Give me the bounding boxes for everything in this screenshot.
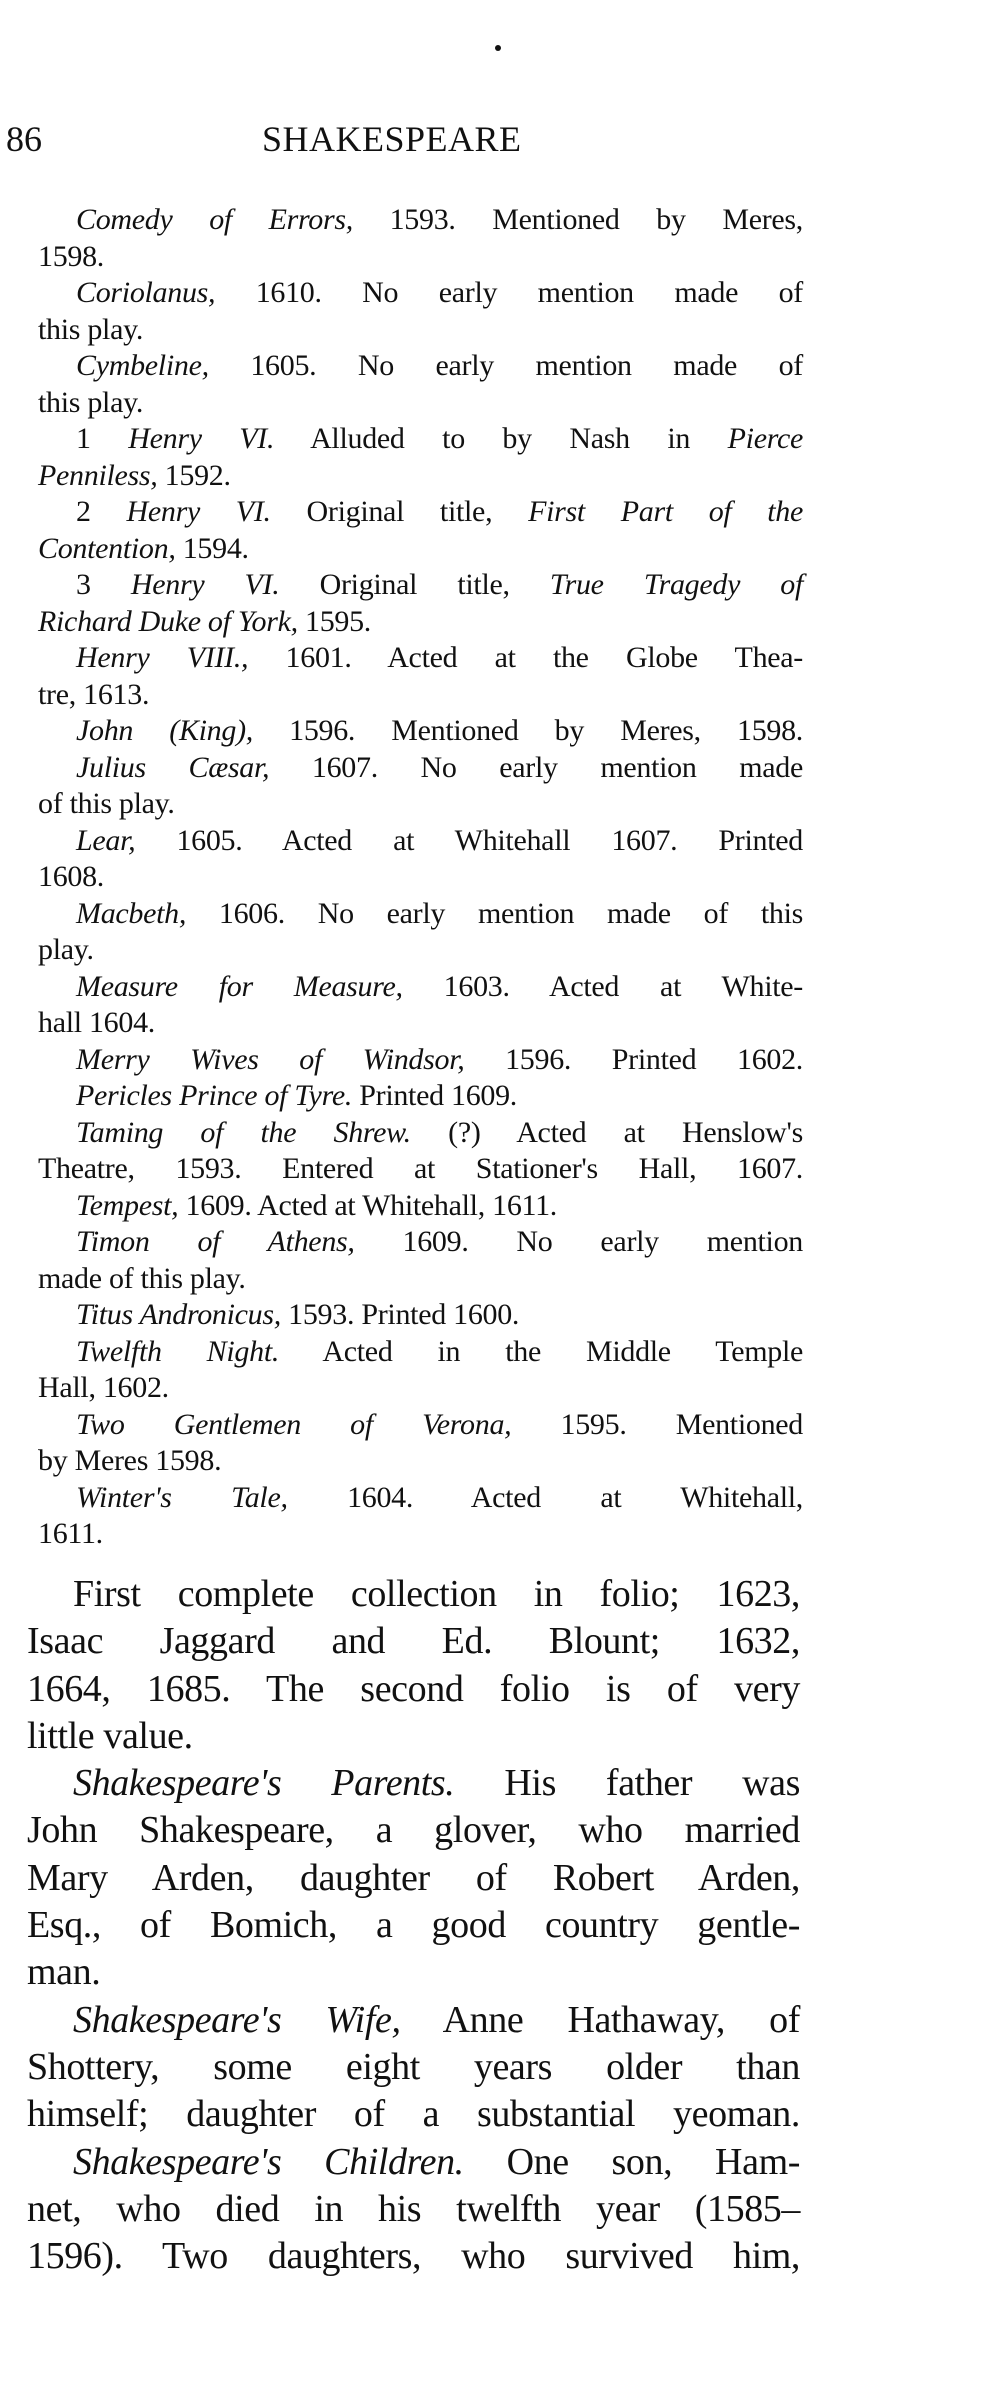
paragraph-line [27,1855,800,1902]
italic-title: Contention, [38,531,176,565]
italic-title: Taming of the Shrew. [76,1115,411,1149]
italic-title: Henry VI. [130,568,280,601]
italic-title: Cymbeline, [76,349,209,382]
text-run: 1609. Acted at Whitehall, 1611. [178,1188,558,1222]
text-run: 1609. No early mention [354,1225,803,1258]
play-entry-line [38,896,803,933]
italic-title: Henry VI. [128,422,275,455]
text-run: 1607. No early mention made [269,750,803,784]
paragraph-line [27,2139,800,2186]
italic-title: Two Gentlemen of Verona, [76,1407,512,1441]
play-entry-line [38,202,803,239]
text-run: Hall, 1602. [38,1371,169,1404]
text-run: man. [27,1951,101,1994]
page-number: 86 [6,119,42,159]
text-run: 1664, 1685. The second folio is of very [27,1667,800,1710]
text-run: net, who died in his twelfth year (1585– [27,2187,800,2230]
text-run: Original title, [270,495,529,528]
text-run: First complete collection in folio; 1623, [73,1573,800,1615]
italic-title: Lear, [76,823,136,857]
text-run: 1595. Mentioned [511,1407,803,1441]
text-run: 1603. Acted at White- [402,969,803,1003]
paragraph-line [27,1949,800,1996]
text-run: John Shakespeare, a glover, who married [27,1809,800,1852]
play-entry-line [38,567,803,604]
text-run: 1608. [38,860,105,893]
play-entry-line [38,823,803,860]
italic-title: True Tragedy of [549,568,803,601]
paragraph-line [27,2233,800,2280]
italic-title: Richard Duke of York, [38,604,298,638]
italic-title: Shakespeare's Wife, [73,1998,401,2041]
text-run: himself; daughter of a substantial yeoman. [27,2093,800,2136]
play-entry-line [38,1297,803,1334]
italic-title: Comedy of Errors, [76,203,353,236]
italic-title: Coriolanus, [76,276,216,309]
text-run: Esq., of Bomich, a good country gentle- [27,1904,800,1947]
play-entry-line [38,713,803,750]
text-run: His father was [454,1762,800,1805]
paragraph-line [27,1807,800,1854]
text-run: Alluded to by Nash in [274,422,728,455]
italic-title: Winter's Tale, [76,1480,288,1514]
play-entry-line [38,458,803,495]
paragraph-line [27,1902,800,1949]
play-entry-line [38,1078,803,1115]
text-run: 1605. Acted at Whitehall 1607. Printed [135,823,803,857]
play-entry-line [38,1480,803,1517]
play-entry-line [38,494,803,531]
text-run: tre, 1613. [38,677,150,711]
play-entry-line [38,859,803,896]
italic-title: Measure for Measure, [76,969,403,1003]
italic-title: Julius Cæsar, [76,750,270,784]
text-run: 1592. [157,458,231,492]
italic-title: Pierce [727,422,804,455]
italic-title: Twelfth Night. [76,1334,280,1368]
italic-title: Henry VIII., [76,641,249,674]
text-run: Shottery, some eight years older than [27,2045,800,2088]
text-run: 1596. Printed 1602. [464,1042,803,1076]
text-run: by Meres 1598. [38,1444,222,1477]
text-run: play. [38,933,94,966]
text-run: Original title, [279,568,550,601]
paragraph-line [27,1666,800,1713]
italic-title: Merry Wives of Windsor, [76,1042,465,1076]
text-run: Printed 1609. [352,1079,518,1112]
play-entry-line [38,1370,803,1407]
play-entry-line [38,1334,803,1371]
paragraph-line [27,1618,800,1665]
text-run: 1593. Mentioned by Meres, [352,203,803,236]
paragraph-line [27,1997,800,2044]
text-run: 1610. No early mention made of [215,276,803,309]
play-entry-line [38,750,803,787]
italic-title: First Part of the [528,495,803,528]
text-run: Theatre, 1593. Entered at Stationer's Hall, 1607. [38,1152,803,1185]
italic-title: Penniless, [38,458,158,492]
play-entry-line [38,348,803,385]
play-entry-line [38,1151,803,1188]
text-run: 1601. Acted at the Globe Thea- [248,641,803,674]
text-run: Mary Arden, daughter of Robert Arden, [27,1856,800,1899]
text-run: 1596. Mentioned by Meres, 1598. [252,714,803,747]
text-run: made of this play. [38,1261,246,1295]
text-run: 1595. [297,604,371,638]
play-entry-line [38,312,803,349]
play-entry-line [38,640,803,677]
text-run: this play. [38,312,144,346]
play-entry-line [38,421,803,458]
text-run: One son, Ham- [463,2140,800,2183]
text-run: little value. [27,1714,193,1757]
text-run: Acted in the Middle Temple [279,1334,803,1368]
text-run: 1 [76,422,129,455]
text-run: this play. [38,385,144,419]
play-entry-line [38,932,803,969]
play-entry-line [38,1188,803,1225]
text-run: 1606. No early mention made of this [186,896,803,930]
italic-title: Titus Andronicus, [76,1298,281,1331]
italic-title: Tempest, [76,1188,179,1222]
paragraph-line [27,1571,800,1618]
print-speck [495,45,501,51]
play-entry-line [38,385,803,422]
text-run: 2 [76,495,127,528]
plays-list [38,202,803,1553]
text-run: Anne Hathaway, of [400,1998,800,2041]
play-entry-line [38,1005,803,1042]
italic-title: Pericles Prince of Tyre. [76,1079,353,1112]
italic-title: Shakespeare's Children. [73,2140,464,2183]
italic-title: Timon of Athens, [76,1225,355,1258]
play-entry-line [38,531,803,568]
play-entry-line [38,786,803,823]
running-title: SHAKESPEARE [262,119,522,159]
text-run: 1596). Two daughters, who survived him, [27,2235,800,2278]
play-entry-line [38,239,803,276]
text-run: 1593. Printed 1600. [280,1298,520,1331]
paragraph-line [27,1713,800,1760]
play-entry-line [38,1443,803,1480]
play-entry-line [38,1516,803,1553]
text-run: 1611. [38,1517,103,1550]
paragraph-line [27,1760,800,1807]
paragraph-line [27,2091,800,2138]
text-run: Isaac Jaggard and Ed. Blount; 1632, [27,1620,800,1663]
italic-title: Shakespeare's Parents. [73,1762,455,1805]
play-entry-line [38,1115,803,1152]
play-entry-line [38,604,803,641]
paragraph-line [27,2044,800,2091]
play-entry-line [38,1224,803,1261]
italic-title: John (King), [76,714,253,747]
text-run: 3 [76,568,131,601]
text-run: 1594. [175,531,249,565]
body-text [27,1571,800,2280]
text-run: 1604. Acted at Whitehall, [287,1480,804,1514]
text-run: 1598. [38,239,105,273]
text-run: hall 1604. [38,1006,155,1039]
play-entry-line [38,275,803,312]
text-run: of this play. [38,787,175,820]
play-entry-line [38,1042,803,1079]
text-run: (?) Acted at Henslow's [410,1115,803,1149]
play-entry-line [38,969,803,1006]
text-run: 1605. No early mention made of [208,349,803,382]
italic-title: Henry VI. [126,495,271,528]
italic-title: Macbeth, [76,896,187,930]
play-entry-line [38,1261,803,1298]
play-entry-line [38,677,803,714]
paragraph-line [27,2186,800,2233]
play-entry-line [38,1407,803,1444]
